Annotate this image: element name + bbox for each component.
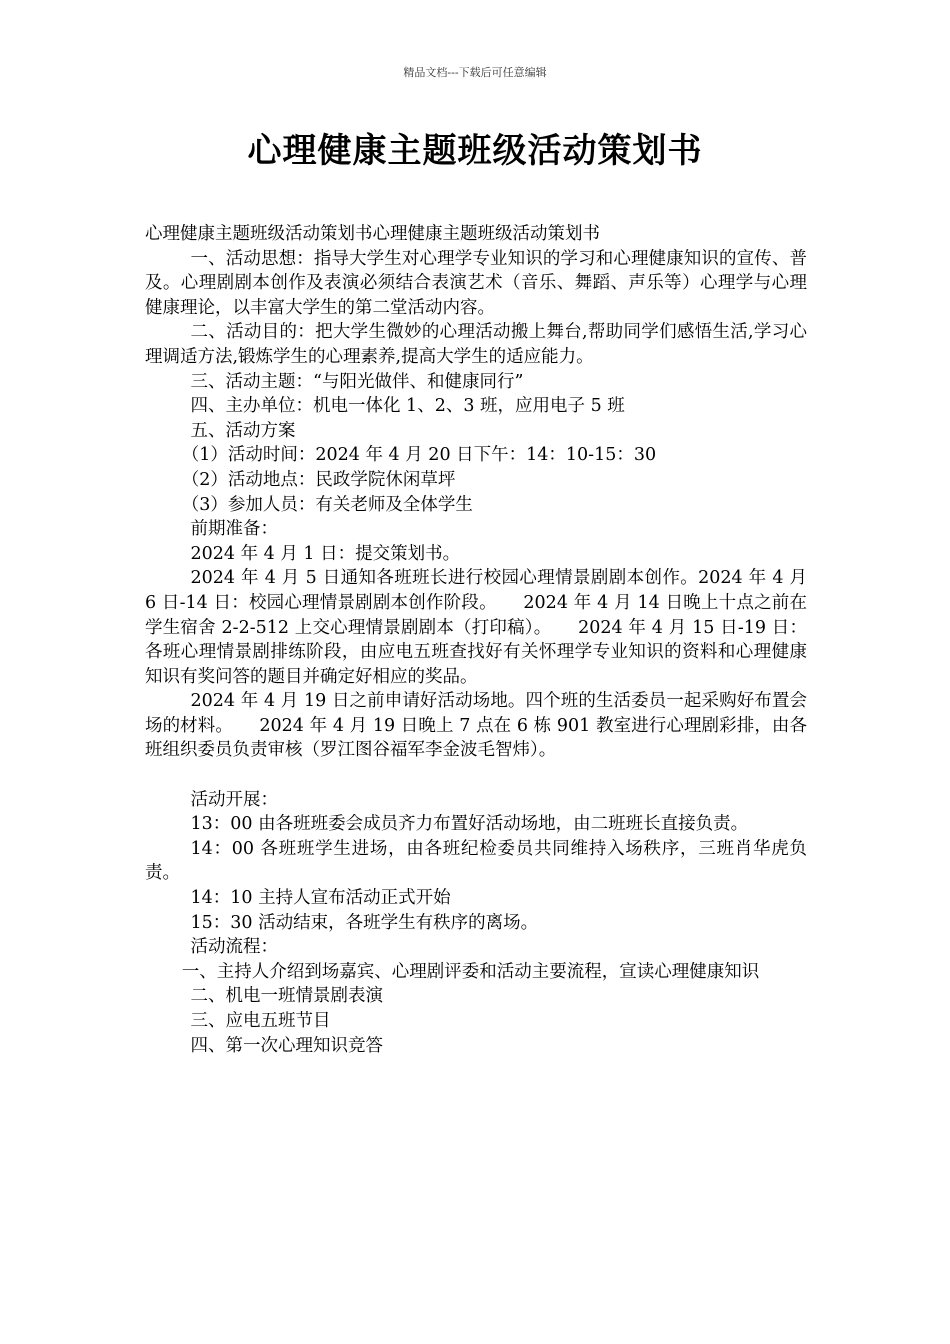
section-activity-purpose: 二、活动目的：把大学生微妙的心理活动搬上舞台,帮助同学们感悟生活,学习心理调适方法,锻炼学生的心理素养,提高大学生的适应能力。 (145, 322, 807, 367)
section-organizers: 四、主办单位：机电一体化 1、2、3 班，应用电子 5 班 (190, 396, 625, 417)
header-note: 精品文档---下载后可任意编辑 (403, 66, 547, 79)
plan-item-location: （2）活动地点：民政学院休闲草坪 (181, 469, 456, 490)
blank-line (145, 763, 807, 788)
prep-item-proposal: 2024 年 4 月 1 日：提交策划书。 (190, 543, 461, 564)
document-body (145, 222, 813, 1058)
prep-heading: 前期准备： (190, 519, 278, 540)
process-item-4: 四、第一次心理知识竞答 (190, 1035, 383, 1056)
execution-heading: 活动开展： (190, 789, 278, 810)
page-title: 心理健康主题班级活动策划书 (247, 131, 703, 171)
plan-item-participants: （3）参加人员：有关老师及全体学生 (181, 494, 473, 515)
execution-item-1530: 15：30 活动结束，各班学生有秩序的离场。 (190, 912, 539, 933)
process-item-2: 二、机电一班情景剧表演 (190, 986, 383, 1007)
prep-item-venue-rehearsal: 2024 年 4 月 19 日之前申请好活动场地。四个班的生活委员一起采购好布置会场的材料。 2024 年 4 月 19 日晚上 7 点在 6 栋 901 教室进行心理剧彩排，由各班组织委员负责审核（罗江图谷福军李金波毛智炜）。 (145, 691, 807, 761)
prep-item-script-schedule: 2024 年 4 月 5 日通知各班班长进行校园心理情景剧剧本创作。2024 年 4 月 6 日-14 日：校园心理情景剧剧本创作阶段。 2024 年 4 月 14 日晚上十点之前在学生宿舍 2-2-512 上交心理情景剧剧本（打印稿）。 2024 年 4 月 15 日-19 日：各班心理情景剧排练阶段，由应电五班查找好有关怀理学专业知识的资料和心理健康知识有奖问答的题目并确定好相应的奖品。 (145, 568, 813, 687)
section-activity-idea: 一、活动思想：指导大学生对心理学专业知识的学习和心理健康知识的宣传、普及。心理剧剧本创作及表演必须结合表演艺术（音乐、舞蹈、声乐等）心理学与心理健康理论，以丰富大学生的第二堂活动内容。 (145, 248, 807, 318)
process-item-1: 一、主持人介绍到场嘉宾、心理剧评委和活动主要流程，宣读心理健康知识 (181, 961, 760, 982)
section-activity-plan: 五、活动方案 (190, 420, 296, 441)
execution-item-1400: 14：00 各班班学生进场，由各班纪检委员共同维持入场秩序，三班肖华虎负责。 (145, 838, 807, 884)
process-heading: 活动流程： (190, 937, 278, 958)
execution-item-1300: 13：00 由各班班委会成员齐力布置好活动场地，由二班班长直接负责。 (190, 814, 749, 835)
section-activity-theme: 三、活动主题：“与阳光做伴、和健康同行” (190, 371, 524, 392)
process-item-3: 三、应电五班节目 (190, 1011, 331, 1031)
plan-item-time: （1）活动时间：2024 年 4 月 20 日下午：14：10-15：30 (181, 445, 657, 466)
doc-intro-line: 心理健康主题班级活动策划书心理健康主题班级活动策划书 (145, 224, 600, 244)
execution-item-1410: 14：10 主持人宣布活动正式开始 (190, 888, 451, 909)
